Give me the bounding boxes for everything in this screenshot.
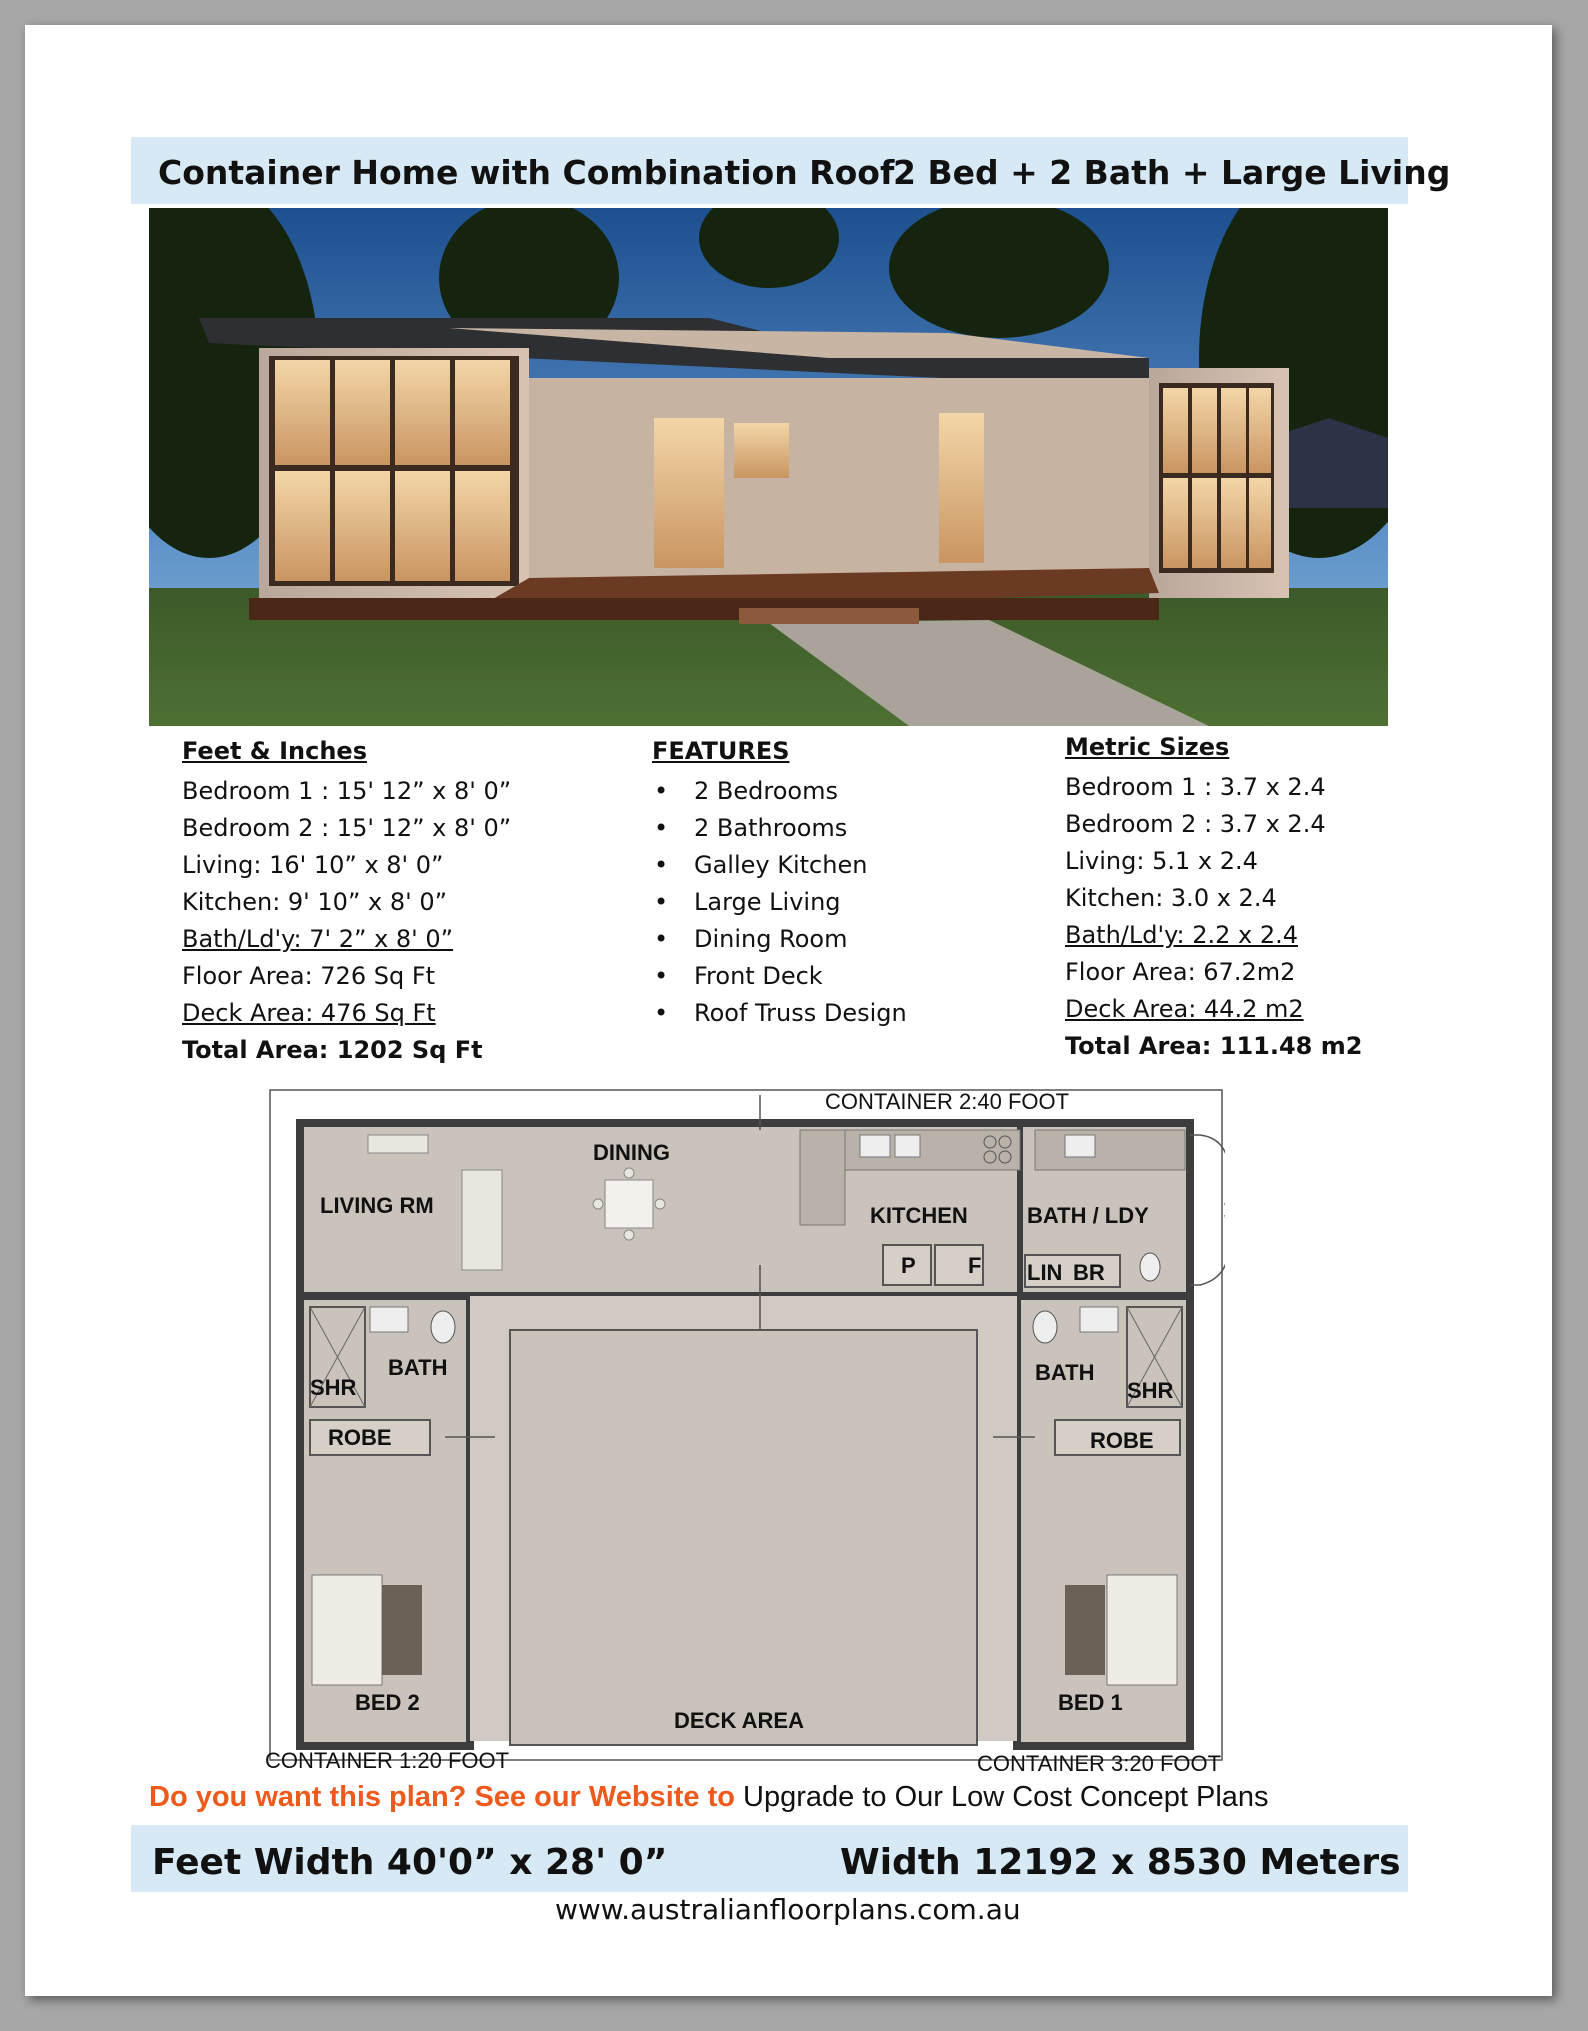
imperial-dimensions: Feet Width 40'0” x 28' 0” bbox=[152, 1842, 668, 1883]
imperial-title: Feet & Inches bbox=[182, 737, 367, 765]
features-list bbox=[652, 737, 907, 1032]
imperial-line: Bedroom 1 : 15' 12” x 8' 0” bbox=[182, 777, 512, 805]
promo-text[interactable]: Upgrade to Our Low Cost Concept Plans bbox=[734, 1781, 1269, 1813]
feature-item: • Dining Room bbox=[652, 921, 907, 958]
website-url[interactable]: www.australianfloorplans.com.au bbox=[555, 1893, 1021, 1926]
room-robe-right: ROBE bbox=[1090, 1428, 1154, 1453]
metric-line: Living: 5.1 x 2.4 bbox=[1065, 847, 1258, 875]
feature-item: • 2 Bedrooms bbox=[652, 773, 907, 810]
container-left-label: CONTAINER 1:20 FOOT bbox=[265, 1748, 510, 1773]
room-dining: DINING bbox=[593, 1140, 670, 1165]
feature-item: • Large Living bbox=[652, 884, 907, 921]
room-kitchen: KITCHEN bbox=[870, 1203, 968, 1228]
room-bed2: BED 2 bbox=[355, 1690, 420, 1715]
imperial-line: Floor Area: 726 Sq Ft bbox=[182, 962, 436, 990]
metric-line: Deck Area: 44.2 m2 bbox=[1065, 995, 1304, 1023]
room-bath-right: BATH bbox=[1035, 1360, 1095, 1385]
metric-dimensions: Width 12192 x 8530 Meters bbox=[840, 1842, 1401, 1883]
metric-title: Metric Sizes bbox=[1065, 733, 1230, 761]
room-pantry: P bbox=[901, 1253, 916, 1278]
metric-total: Total Area: 111.48 m2 bbox=[1065, 1032, 1363, 1060]
feature-item: • Front Deck bbox=[652, 958, 907, 995]
floor-plan-drawing bbox=[265, 1085, 1225, 1765]
metric-line: Bedroom 1 : 3.7 x 2.4 bbox=[1065, 773, 1326, 801]
container-right-label: CONTAINER 3:20 FOOT bbox=[977, 1751, 1222, 1776]
feature-item: • 2 Bathrooms bbox=[652, 810, 907, 847]
imperial-total: Total Area: 1202 Sq Ft bbox=[182, 1036, 483, 1064]
room-deck: DECK AREA bbox=[674, 1708, 804, 1733]
metric-line: Bath/Ld'y: 2.2 x 2.4 bbox=[1065, 921, 1299, 949]
plan-summary: 2 Bed + 2 Bath + Large Living bbox=[893, 153, 1451, 192]
promo-line bbox=[149, 1781, 1269, 1814]
promo-highlight[interactable]: Do you want this plan? See our Website to bbox=[149, 1781, 735, 1813]
feature-item: • Galley Kitchen bbox=[652, 847, 907, 884]
metric-sizes bbox=[1065, 733, 1362, 1065]
imperial-line: Living: 16' 10” x 8' 0” bbox=[182, 851, 444, 879]
imperial-line: Deck Area: 476 Sq Ft bbox=[182, 999, 436, 1027]
room-lin: LIN bbox=[1027, 1260, 1063, 1285]
imperial-line: Bath/Ld'y: 7' 2” x 8' 0” bbox=[182, 925, 454, 953]
room-bath-left: BATH bbox=[388, 1355, 448, 1380]
house-render-image bbox=[149, 208, 1388, 726]
imperial-sizes bbox=[182, 737, 511, 1069]
metric-line: Kitchen: 3.0 x 2.4 bbox=[1065, 884, 1277, 912]
room-shr-right: SHR bbox=[1127, 1378, 1174, 1403]
imperial-line: Bedroom 2 : 15' 12” x 8' 0” bbox=[182, 814, 512, 842]
room-bed1: BED 1 bbox=[1058, 1690, 1123, 1715]
room-shr-left: SHR bbox=[310, 1375, 357, 1400]
room-fridge: F bbox=[968, 1253, 982, 1278]
room-living: LIVING RM bbox=[320, 1193, 434, 1218]
room-br: BR bbox=[1073, 1260, 1105, 1285]
metric-line: Bedroom 2 : 3.7 x 2.4 bbox=[1065, 810, 1326, 838]
floor-plan bbox=[265, 1085, 1225, 1776]
room-bath-ldy: BATH / LDY bbox=[1027, 1203, 1149, 1228]
features-title: FEATURES bbox=[652, 737, 790, 765]
room-robe-left: ROBE bbox=[328, 1425, 392, 1450]
feature-item: • Roof Truss Design bbox=[652, 995, 907, 1032]
metric-line: Floor Area: 67.2m2 bbox=[1065, 958, 1296, 986]
plan-title: Container Home with Combination Roof bbox=[158, 153, 895, 192]
imperial-line: Kitchen: 9' 10” x 8' 0” bbox=[182, 888, 448, 916]
container-top-label: CONTAINER 2:40 FOOT bbox=[825, 1089, 1070, 1114]
